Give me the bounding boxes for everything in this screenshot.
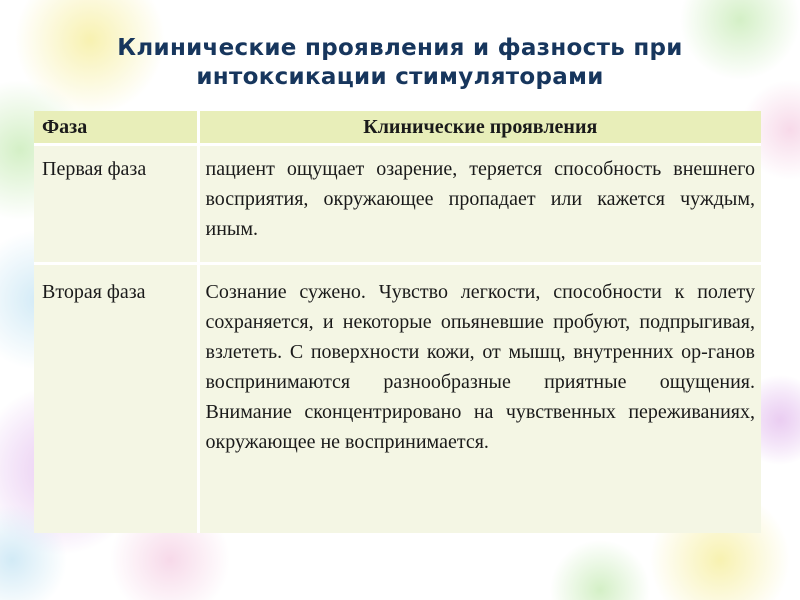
table-header-row (34, 111, 761, 145)
phases-table (34, 111, 761, 533)
phase-cell: Вторая фаза (34, 264, 198, 534)
description-cell: Сознание сужено. Чувство легкости, способности к полету сохраняется, и некоторые опьяневшие пробуют, подпрыгивая, взлететь. С поверхности кожи, от мышц, внутренних ор-ганов воспринимаются разнообразные приятные ощущения. Внимание сконцентрировано на чувственных переживаниях, окружающее не воспринимается. (198, 264, 761, 534)
phase-cell: Первая фаза (34, 145, 198, 264)
title-line-1: Клинические проявления и фазность при (117, 35, 683, 61)
description-cell: пациент ощущает озарение, теряется способность внешнего восприятия, окружающее пропадает или кажется чуждым, иным. (198, 145, 761, 264)
bubble (550, 540, 650, 600)
header-manifestations: Клинические проявления (198, 111, 761, 145)
title-line-2: интоксикации стимуляторами (196, 64, 604, 90)
table-row (34, 264, 761, 534)
header-phase: Фаза (34, 111, 198, 145)
page-title (0, 34, 800, 92)
table-row (34, 145, 761, 264)
